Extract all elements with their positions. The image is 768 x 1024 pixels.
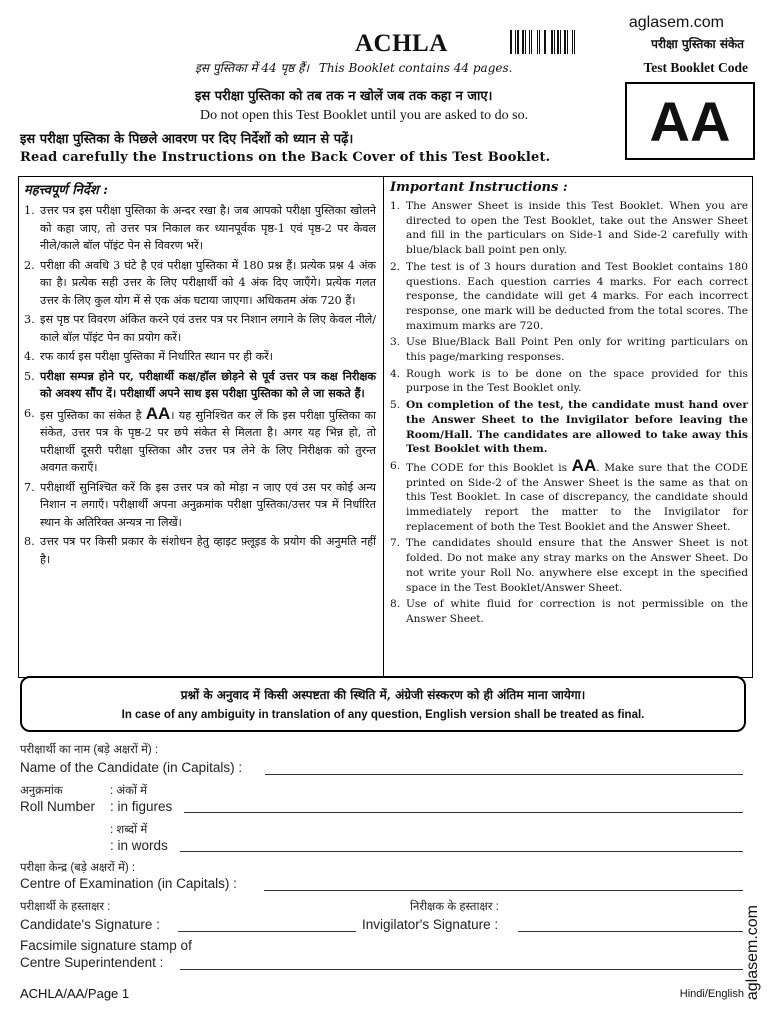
roll-figures-field[interactable] — [184, 812, 743, 813]
barcode-image — [510, 30, 576, 54]
booklet-code-box: AA — [625, 82, 755, 160]
instruction-hindi-item — [24, 368, 376, 403]
ambiguity-notice — [20, 676, 746, 732]
instruction-english-item — [390, 260, 748, 334]
instruction-hindi-item-text: रफ कार्य इस परीक्षा पुस्तिका में निर्धारित स्थान पर ही करें। — [40, 350, 273, 363]
candidate-signature-field[interactable] — [178, 931, 356, 932]
instruction-english-item-number: 6. — [390, 459, 401, 472]
instruction-hindi-item — [24, 405, 376, 477]
invigilator-signature-label: Invigilator's Signature : — [362, 917, 499, 932]
words-label-hindi: : शब्दों में — [110, 824, 148, 836]
instruction-hindi-item-number: 8. — [24, 535, 35, 548]
barcode-bar — [560, 30, 561, 54]
barcode-bar — [539, 30, 540, 54]
read-instructions-english: Read carefully the Instructions on the Back Cover of this Test Booklet. — [20, 150, 551, 165]
barcode-bar — [520, 30, 521, 54]
centre-label-hindi: परीक्षा केन्द्र (बड़े अक्षरों में) : — [20, 862, 136, 874]
invigilator-signature-field[interactable] — [518, 931, 743, 932]
instruction-english-item-number: 1. — [390, 200, 401, 212]
barcode-bar — [533, 30, 536, 54]
stamp-label-line2: Centre Superintendent : — [20, 955, 164, 970]
instruction-hindi-item-text: परीक्षा सम्पन्न होने पर, परीक्षार्थी कक्ष/हॉल छोड़ने से पूर्व उत्तर पत्र कक्ष निरीक्षक को अवश्य सौंप दें। परीक्षार्थी अपने साथ इस परीक्षा पुस्तिका को ले जा सकते हैं। — [40, 368, 376, 400]
barcode-bar — [574, 30, 575, 54]
instruction-english-item-number: 3. — [390, 336, 401, 349]
words-label: : in words — [110, 838, 168, 853]
barcode-bar — [537, 30, 538, 54]
do-not-open-hindi: इस परीक्षा पुस्तिका को तब तक न खोलें जब तक कहा न जाए। — [195, 89, 493, 104]
name-label: Name of the Candidate (in Capitals) : — [20, 760, 243, 775]
ambiguity-notice-english: In case of any ambiguity in translation of any question, English version shall be treated as final. — [121, 709, 645, 721]
instruction-hindi-item-text: उत्तर पत्र पर किसी प्रकार के संशोधन हेतु व्हाइट फ़्लूइड के प्रयोग की अनुमति नहीं है। — [40, 535, 376, 566]
instruction-english-item-text: Rough work is to be done on the space provided for this purpose in the Test Booklet only. — [406, 367, 748, 395]
instruction-hindi-item-text: परीक्षार्थी सुनिश्चित करें कि इस उत्तर पत्र को मोड़ा न जाए एवं उस पर कोई अन्य निशान न लगाएँ। परीक्षार्थी अपना अनुक्रमांक परीक्षा पुस्तिका/उत्तर पत्र में निर्धारित स्थान के अतिरिक्त अन्यत्र ना लिखें। — [40, 480, 376, 529]
barcode-bar — [525, 30, 526, 54]
inline-booklet-code: AA — [145, 403, 171, 423]
instruction-english-item — [390, 597, 748, 626]
instruction-english-item — [390, 335, 748, 364]
instruction-english-item — [390, 367, 748, 396]
instruction-english-item-text: The candidates should ensure that the Answer Sheet is not folded. Do not make any stray marks on the Answer Sheet. Do not write your Roll No. anywhere else except in the specified space in the Test Booklet/Answer Sheet. — [406, 537, 748, 594]
instruction-hindi-item-text: इस पृष्ठ पर विवरण अंकित करने एवं उत्तर पत्र पर निशान लगाने के लिए केवल नीले/काले बॉल पॉइंट पेन का प्रयोग करें। — [40, 313, 376, 344]
instruction-english-item-text: On completion of the test, the candidate must hand over the Answer Sheet to the Invigilator before leaving the Room/Hall. The candidates are allowed to take away this Test Booklet with them. — [406, 399, 748, 456]
roll-words-field[interactable] — [180, 851, 743, 852]
instructions-hindi-list — [24, 202, 376, 568]
instruction-english-item — [390, 398, 748, 457]
page-count-english: This Booklet contains 44 pages. — [318, 61, 513, 75]
instruction-english-item-number: 5. — [390, 399, 401, 412]
barcode-bar — [510, 30, 512, 54]
instruction-english-item — [390, 455, 748, 535]
instruction-english-item-number: 4. — [390, 367, 401, 380]
instruction-hindi-item — [24, 257, 376, 310]
instruction-hindi-item — [24, 479, 376, 532]
barcode-bar — [515, 30, 516, 54]
instruction-hindi-item — [24, 348, 376, 366]
instruction-hindi-item-number: 7. — [24, 480, 35, 494]
page-count-hindi: इस पुस्तिका में 44 पृष्ठ हैं। — [195, 61, 310, 75]
barcode-bar — [527, 30, 528, 54]
booklet-code-label: Test Booklet Code — [643, 60, 748, 75]
instruction-hindi-item-text: इस पुस्तिका का संकेत है AA। यह सुनिश्चित कर लें कि इस परीक्षा पुस्तिका का संकेत, उत्तर पत्र के पृष्ठ-2 पर छपे संकेत से मिलता है। अगर यह भिन्न हो, तो परीक्षार्थी दूसरी परीक्षा पुस्तिका और उत्तर पत्र लेने के लिए निरीक्षक को तुरन्त अवगत कराएँ। — [40, 403, 376, 474]
barcode-bar — [517, 30, 520, 54]
instruction-english-item-text: Use of white fluid for correction is not permissible on the Answer Sheet. — [406, 598, 748, 625]
barcode-bar — [547, 30, 550, 54]
name-field[interactable] — [265, 774, 743, 775]
figures-label-hindi: : अंकों में — [110, 785, 148, 797]
barcode-bar — [531, 30, 532, 54]
barcode-bar — [572, 30, 573, 54]
page-title: ACHLA — [355, 30, 448, 57]
barcode-bar — [562, 30, 563, 54]
instruction-english-item-number: 7. — [390, 537, 401, 550]
invigilator-signature-label-hindi: निरीक्षक के हस्ताक्षर : — [410, 901, 499, 913]
instruction-hindi-item-text: परीक्षा की अवधि 3 घंटे है एवं परीक्षा पुस्तिका में 180 प्रश्न हैं। प्रत्येक प्रश्न 4 अंक का है। प्रत्येक सही उत्तर के लिए परीक्षार्थी को 4 अंक दिए जाएँगे। प्रत्येक गलत उत्तर के लिए कुल योग में से एक अंक घटाया जाएगा। अधिकतम अंक 720 हैं। — [40, 258, 376, 307]
barcode-bar — [545, 30, 546, 54]
barcode-bar — [569, 30, 572, 54]
instruction-hindi-item-number: 3. — [24, 313, 35, 326]
instructions-hindi-heading: महत्त्वपूर्ण निर्देश : — [24, 183, 108, 198]
barcode-bar — [541, 30, 543, 54]
roll-label: Roll Number — [20, 799, 96, 814]
barcode-bar — [564, 30, 566, 54]
instructions-english — [390, 180, 748, 629]
barcode-bar — [567, 30, 568, 54]
instructions-english-list — [390, 199, 748, 627]
inline-booklet-code: AA — [571, 455, 597, 475]
barcode-bar — [556, 30, 557, 54]
instruction-english-item-number: 8. — [390, 598, 401, 611]
barcode-bar — [544, 30, 545, 54]
instruction-english-item-text: Use Blue/Black Ball Point Pen only for writing particulars on this page/marking responses. — [406, 336, 748, 364]
instruction-english-item-text: The test is of 3 hours duration and Test Booklet contains 180 questions. Each question carries 4 marks. For each correct response, the candidate will get 4 marks. For each incorrect response, one mark will be deducted from the total scores. The maximum marks are 720. — [406, 260, 748, 332]
ambiguity-notice-hindi: प्रश्नों के अनुवाद में किसी अस्पष्टता की स्थिति में, अंग्रेजी संस्करण को ही अंतिम माना जायेगा। — [180, 688, 586, 702]
instructions-english-heading: Important Instructions : — [390, 180, 568, 195]
barcode-bar — [554, 30, 555, 54]
instruction-hindi-item-text: उत्तर पत्र इस परीक्षा पुस्तिका के अन्दर रखा है। जब आपको परीक्षा पुस्तिका खोलने को कहा जाए, तो उत्तर पत्र निकाल कर ध्यानपूर्वक पृष्ठ-1 एवं पृष्ठ-2 पर केवल नीले/काले बॉल पॉइंट पेन से विवरण भरें। — [40, 204, 376, 252]
barcode-bar — [551, 30, 553, 54]
candidate-signature-label-hindi: परीक्षार्थी के हस्ताक्षर : — [20, 901, 111, 913]
roll-label-hindi: अनुक्रमांक — [20, 785, 63, 797]
instruction-hindi-item-number: 6. — [24, 406, 35, 420]
barcode-bar — [529, 30, 531, 54]
name-label-hindi: परीक्षार्थी का नाम (बड़े अक्षरों में) : — [20, 744, 159, 756]
centre-field[interactable] — [264, 890, 743, 891]
centre-label: Centre of Examination (in Capitals) : — [20, 876, 237, 891]
instructions-divider — [383, 176, 384, 678]
do-not-open-english: Do not open this Test Booklet until you are asked to do so. — [200, 108, 529, 123]
instruction-hindi-item — [24, 202, 376, 255]
language-label: Hindi/English — [679, 988, 744, 1000]
instruction-hindi-item-number: 4. — [24, 350, 35, 363]
page-count-line — [195, 59, 512, 76]
instruction-hindi-item — [24, 533, 376, 568]
instruction-hindi-item-number: 1. — [24, 204, 35, 217]
instruction-hindi-item-number: 2. — [24, 258, 35, 272]
instruction-english-item-text: The CODE for this Booklet is AA. Make sure that the CODE printed on Side-2 of the Answer Sheet is the same as that on this Test Booklet. In case of discrepancy, the candidate should immediately report the matter to the Invigilator for replacement of both the Test Booklet and the Answer Sheet. — [406, 455, 748, 533]
barcode-bar — [513, 30, 514, 54]
barcode-bar — [557, 30, 559, 54]
watermark-side: aglasem.com — [744, 905, 761, 1001]
booklet-code-label-hindi: परीक्षा पुस्तिका संकेत — [651, 37, 744, 51]
instruction-english-item-text: The Answer Sheet is inside this Test Booklet. When you are directed to open the Test Booklet, take out the Answer Sheet and fill in the particulars on Side-1 and Side-2 carefully with blue/black ball point pen only. — [406, 200, 748, 257]
watermark-top: aglasem.com — [628, 14, 724, 31]
candidate-signature-label: Candidate's Signature : — [20, 917, 160, 932]
instructions-hindi — [24, 180, 376, 570]
instruction-hindi-item — [24, 311, 376, 346]
instruction-english-item — [390, 536, 748, 595]
read-instructions-hindi: इस परीक्षा पुस्तिका के पिछले आवरण पर दिए निर्देशों को ध्यान से पढ़ें। — [20, 132, 354, 147]
instruction-english-item-number: 2. — [390, 260, 401, 273]
stamp-field[interactable] — [180, 969, 743, 970]
instruction-english-item — [390, 199, 748, 258]
barcode-bar — [522, 30, 524, 54]
stamp-label-line1: Facsimile signature stamp of — [20, 938, 192, 953]
instruction-hindi-item-number: 5. — [24, 369, 35, 383]
page-footer: ACHLA/AA/Page 1 — [20, 986, 130, 1001]
figures-label: : in figures — [110, 799, 173, 814]
